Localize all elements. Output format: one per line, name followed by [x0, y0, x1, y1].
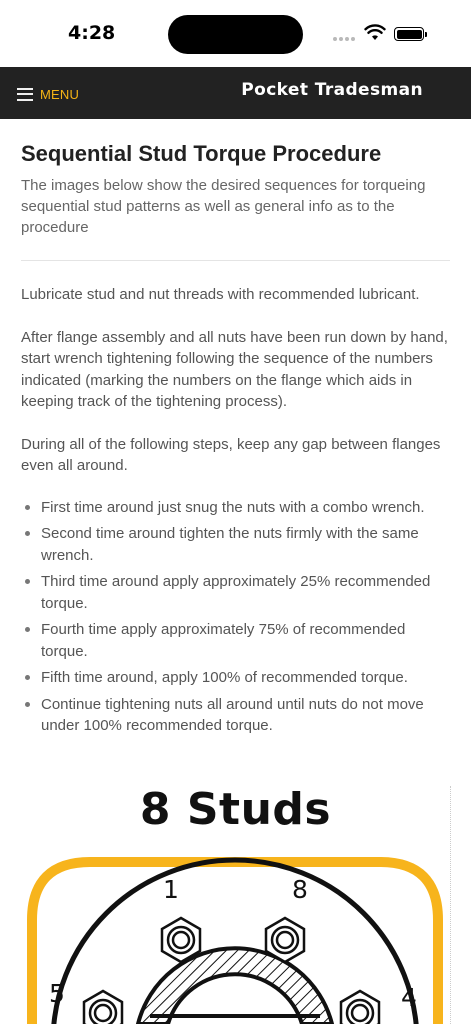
stud-pattern-figure	[0, 780, 471, 1024]
figure-title: 8 Studs	[139, 784, 332, 835]
status-time: 4:28	[68, 22, 116, 44]
list-item: Fifth time around, apply 100% of recommended torque.	[21, 667, 450, 689]
hamburger-icon	[17, 88, 33, 101]
page-subtitle: The images below show the desired sequences for torqueing sequential stud patterns as well as general info as to the procedure	[21, 175, 450, 261]
stud-label: 4	[401, 983, 417, 1012]
list-item: Fourth time apply approximately 75% of recommended torque.	[21, 619, 450, 662]
stud-5	[84, 991, 122, 1024]
status-bar	[0, 0, 471, 67]
stud-4	[341, 991, 379, 1024]
stud-8	[266, 918, 304, 962]
wifi-icon	[364, 24, 386, 41]
list-item: Second time around tighten the nuts firmly with the same wrench.	[21, 523, 450, 566]
stud-1	[162, 918, 200, 962]
dynamic-island	[168, 15, 303, 54]
list-item: First time around just snug the nuts with a combo wrench.	[21, 497, 450, 519]
brand-logo[interactable]: Pocket Tradesman	[241, 80, 423, 100]
paragraph-tightening: After flange assembly and all nuts have been run down by hand, start wrench tightening following the sequence of the numbers indicated (marking the numbers on the flange which aids in keeping track of the tightening process).	[21, 328, 448, 410]
list-item: Third time around apply approximately 25% recommended torque.	[21, 571, 450, 614]
battery-icon	[394, 27, 424, 41]
cellular-signal-icon	[333, 37, 357, 41]
menu-label: MENU	[40, 86, 80, 102]
stud-label: 1	[163, 875, 179, 904]
top-navbar	[0, 67, 471, 119]
gasket-ring	[138, 948, 332, 1024]
list-item: Continue tightening nuts all around until nuts do not move under 100% recommended torque.	[21, 694, 450, 737]
paragraph-lubricate: Lubricate stud and nut threads with recommended lubricant.	[21, 286, 420, 303]
steps-list	[21, 497, 450, 737]
paragraph-gap: During all of the following steps, keep any gap between flanges even all around.	[21, 435, 441, 474]
main-content	[0, 119, 471, 742]
stud-label: 8	[292, 875, 308, 904]
stud-label: 5	[49, 979, 65, 1008]
page-title: Sequential Stud Torque Procedure	[21, 141, 382, 166]
menu-button[interactable]	[17, 84, 79, 104]
flange-diagram	[0, 780, 471, 1024]
